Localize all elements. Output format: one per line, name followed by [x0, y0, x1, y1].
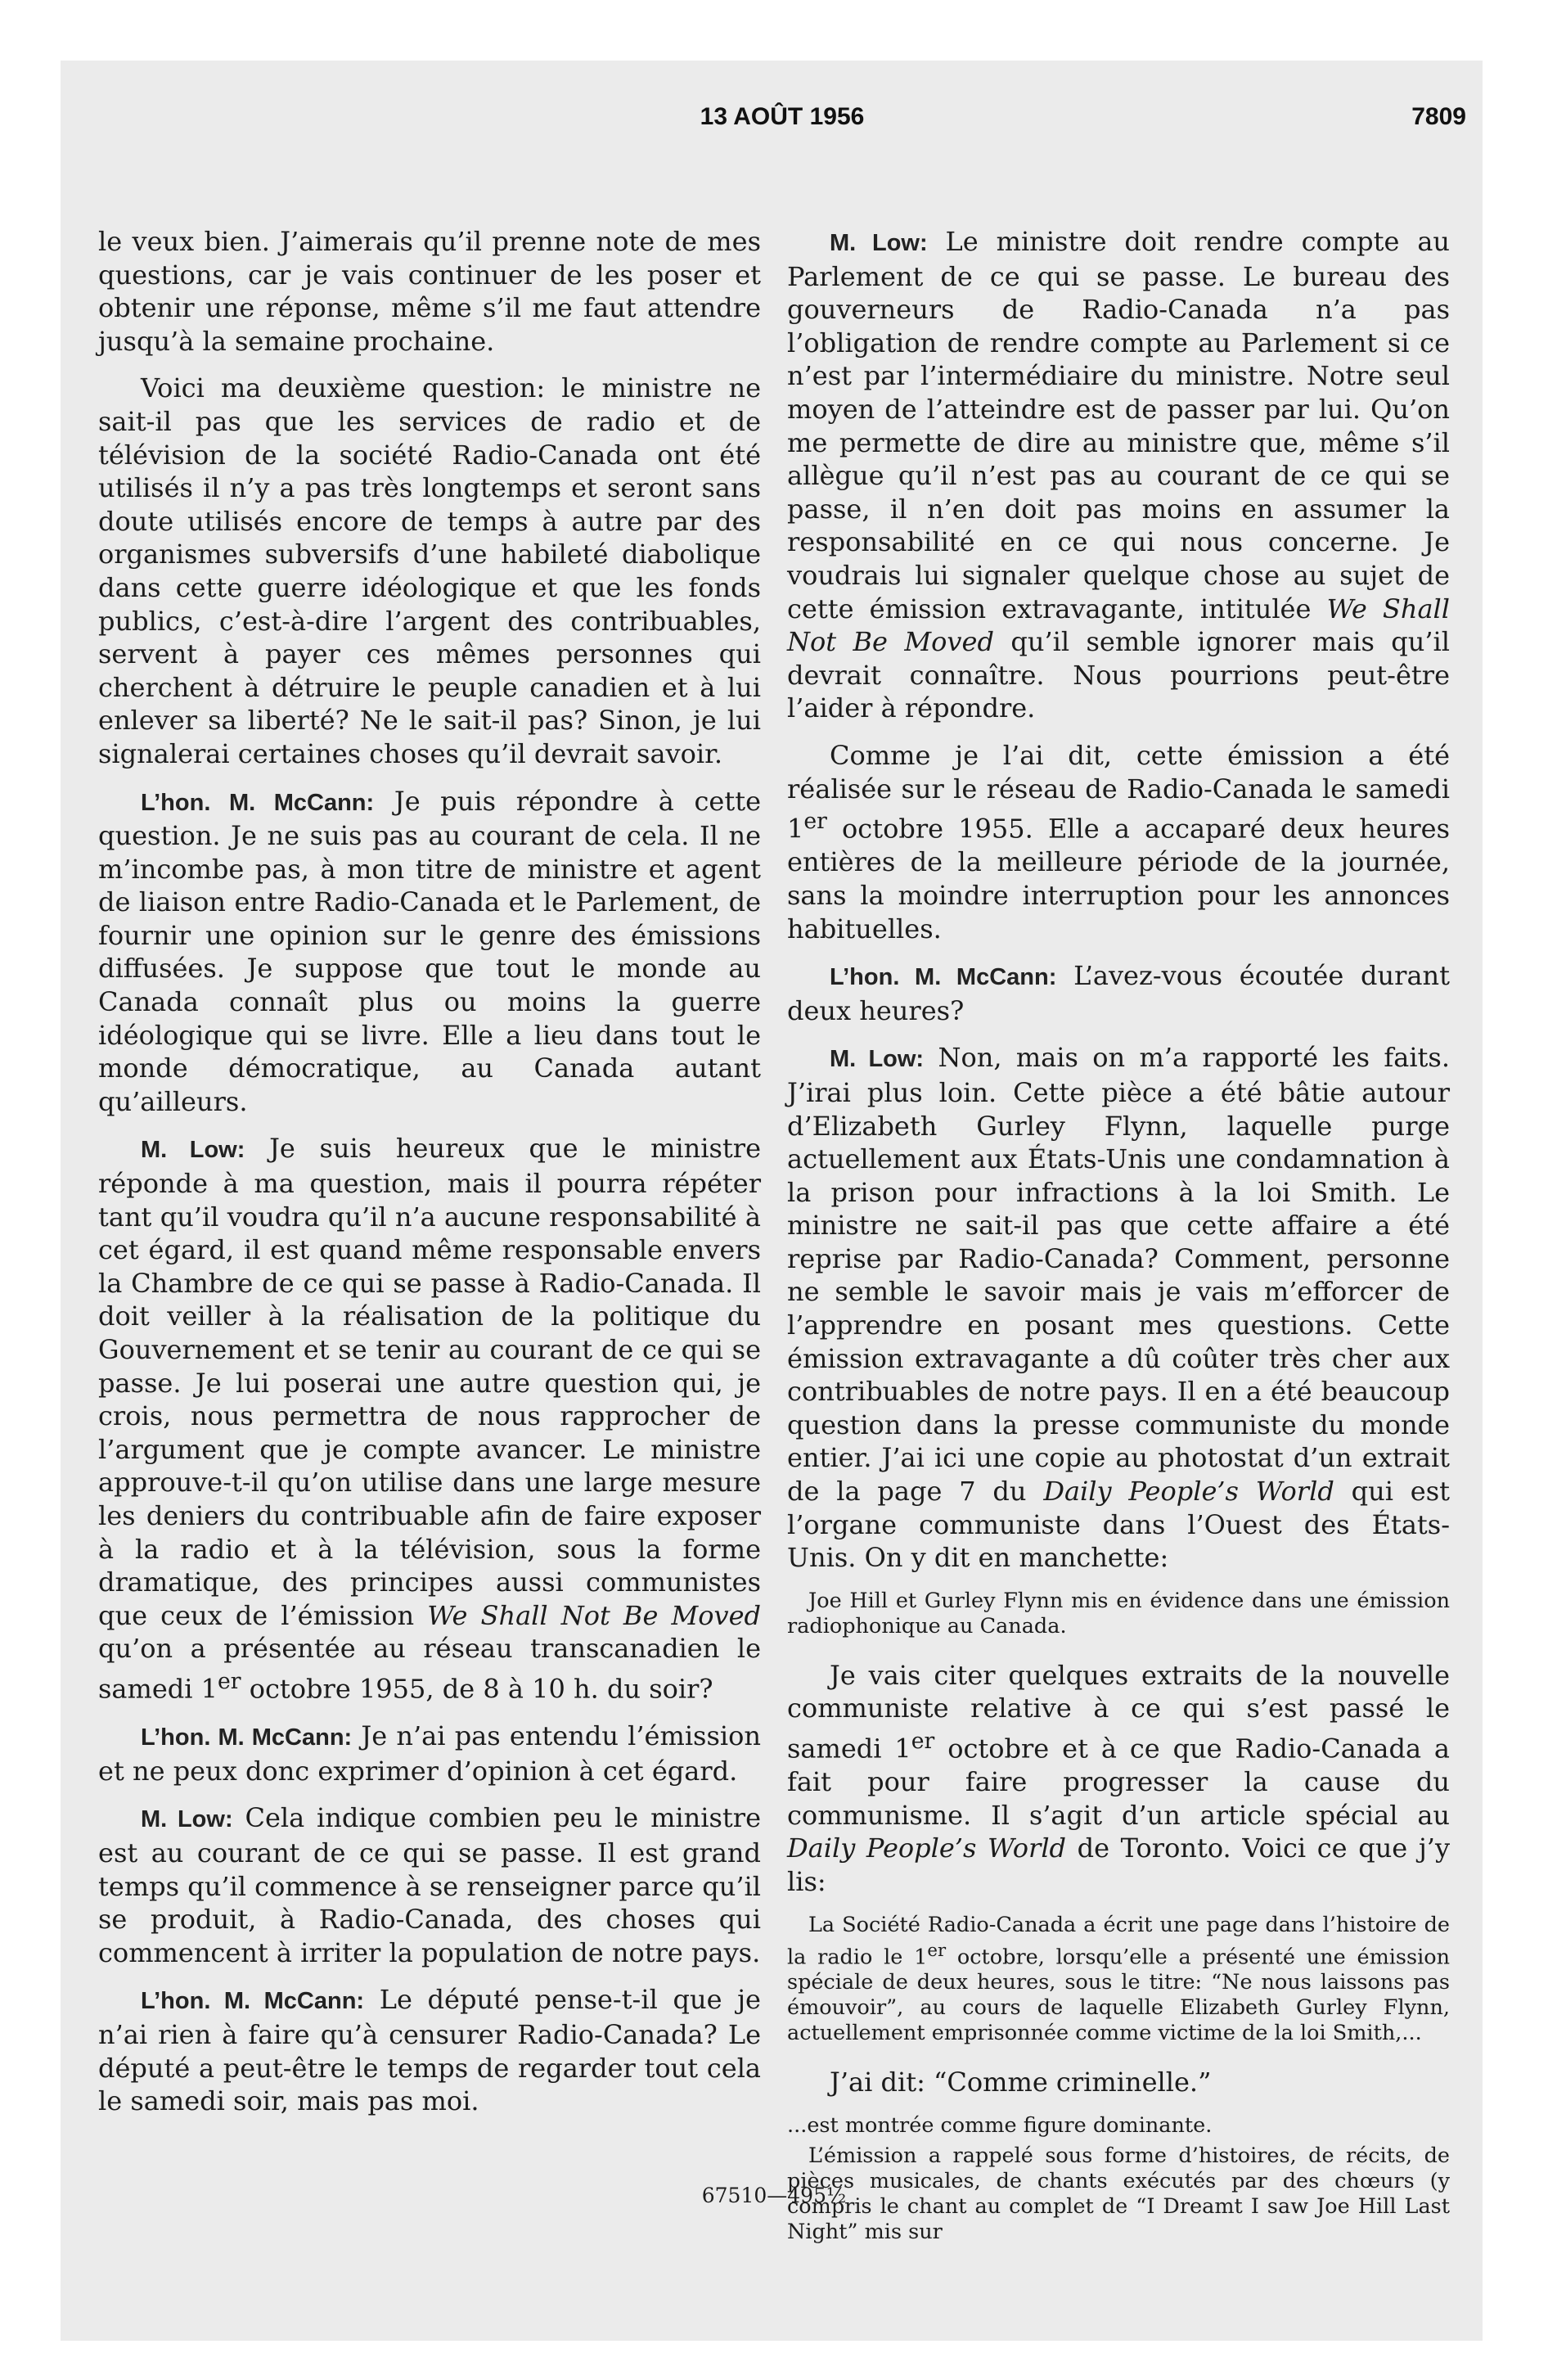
page-header — [98, 103, 1466, 144]
speech-text: qui est l’organe communiste dans l’Ouest des États-Unis. On y dit en manchette: — [787, 1476, 1450, 1574]
ordinal-suffix: er — [218, 1668, 241, 1694]
left-column — [98, 225, 761, 2124]
speech-text: L’avez-vous écoutée durant deux heures? — [787, 960, 1450, 1026]
speaker-name: M. Low: — [830, 1046, 925, 1073]
header-date: 13 AOÛT 1956 — [700, 103, 865, 130]
paragraph — [98, 1801, 761, 1969]
speaker-name: L’hon. M. McCann: — [141, 1988, 365, 2015]
paragraph — [787, 1659, 1450, 1899]
block-quote: L’émission a rappelé sous forme d’histoires, de récits, de pièces musicales, de chants exécutés par des chœurs (y compris le chant au complet de “I Dreamt I saw Joe Hill Last Night” mis sur — [787, 2143, 1450, 2244]
speaker-name: M. Low: — [141, 1806, 233, 1833]
speech-text: Je vais citer quelques extraits de la nouvelle communiste relative à ce qui s’est passé le samedi — [787, 1659, 1450, 1765]
speech-text: de Toronto. Voici ce que j’y lis: — [787, 1832, 1451, 1898]
page-footer-reference: 67510—495½ — [701, 2184, 847, 2207]
speech-text: octobre et à ce que Radio-Canada a fait pour faire progresser la cause du communisme. Il s’agit d’un article spécial au — [787, 1733, 1451, 1831]
speech-text: octobre 1955. Elle a accaparé deux heures entières de la meilleure période de la journée, sans la moindre interruption pour les annonces habituelles. — [787, 813, 1451, 944]
block-quote — [787, 1913, 1450, 2047]
ordinal: 1 — [914, 1945, 928, 1970]
paragraph: Voici ma deuxième question: le ministre ne sait-il pas que les services de radio et de télévision de la société Radio-Canada ont été utilisés il n’y a pas très longtemps et seront sans doute utilisés encore de temps à autre par des organismes subversifs d’une habileté diabolique dans cette guerre idéologique et que les fonds publics, c’est-à-dire l’argent des contribuables, servent à payer ces mêmes personnes qui cherchent à détruire le peuple canadien et à lui enlever sa liberté? Ne le sait-il pas? Sinon, je lui signalerai certaines choses qu’il devrait savoir. — [98, 372, 761, 769]
speech-text: Cela indique combien peu le ministre est au courant de ce qui se passe. Il est grand temps qu’il commence à se renseigner parce qu’il se produit, à Radio-Canada, des choses qui commencent à irriter la population de notre pays. — [98, 1802, 762, 1968]
ordinal-suffix: er — [803, 809, 827, 835]
speech-text: Je puis répondre à cette question. Je ne suis pas au courant de cela. Il ne m’incombe pas, à mon titre de ministre et agent de liaison entre Radio-Canada et le Parlement, de fournir une opinion sur le genre des émissions diffusées. Je suppose que tout le monde au Canada connaît plus ou moins la guerre idéologique qui se livre. Elle a lieu dans tout le monde démocratique, au Canada autant qu’ailleurs. — [98, 785, 762, 1117]
program-title: We Shall Not Be Moved — [427, 1599, 761, 1631]
speaker-name: L’hon. M. McCann: — [141, 789, 375, 816]
ordinal-suffix: er — [927, 1940, 947, 1961]
speech-text: Le ministre doit rendre compte au Parlement de ce qui se passe. Le bureau des gouverneurs de Radio-Canada n’a pas l’obligation de rendre compte au Parlement si ce n’est par l’intermédiaire du ministre. Notre seul moyen de l’atteindre est de passer par lui. Qu’on me permette de dire au ministre que, même s’il allègue qu’il n’est pas au courant de ce qui se passe, il n’en doit pas moins en assumer la responsabilité en ce qui nous concerne. Je voudrais lui signaler quelque chose au sujet de cette émission extravagante, intitulée — [787, 226, 1451, 624]
block-quote: ...est montrée comme figure dominante. — [787, 2112, 1213, 2138]
quote-text: La Société Radio-Canada a écrit une page dans l’histoire de la radio le — [787, 1912, 1450, 1970]
speech-text: Non, mais on m’a rapporté les faits. J’irai plus loin. Cette pièce a été bâtie autour d’Elizabeth Gurley Flynn, laquelle purge actuellement aux États-Unis une condamnation à la prison pour infractions à la loi Smith. Le ministre ne sait-il pas que cette affaire a été reprise par Radio-Canada? Comment, personne ne semble le savoir mais je vais m’efforcer de l’apprendre en posant mes questions. Cette émission extravagante a dû coûter très cher aux contribuables de notre pays. Il en a été beaucoup question dans la presse communiste du monde entier. J’ai ici une copie au photostat d’un extrait de la page 7 du — [787, 1042, 1450, 1508]
header-page-number: 7809 — [1411, 103, 1466, 130]
ordinal: 1 — [894, 1733, 911, 1765]
paragraph — [787, 225, 1450, 725]
block-quote: Joe Hill et Gurley Flynn mis en évidence dans une émission radiophonique au Canada. — [787, 1588, 1450, 1639]
ordinal-suffix: er — [911, 1729, 935, 1754]
speech-text: Le député pense-t-il que je n’ai rien à faire qu’à censurer Radio-Canada? Le député a peut-être le temps de regarder tout cela le samedi soir, mais pas moi. — [98, 1984, 761, 2117]
speaker-name: L’hon. M. McCann: — [141, 1724, 353, 1751]
paragraph — [98, 1983, 761, 2117]
speech-text: qu’on a présentée au réseau transcanadien le samedi — [98, 1633, 761, 1705]
paragraph — [98, 1132, 761, 1706]
program-title: We Shall Not Be Moved — [787, 593, 1451, 658]
speech-text: Je n’ai pas entendu l’émission et ne peux donc exprimer d’opinion à cet égard. — [98, 1720, 761, 1787]
newspaper-title: Daily People’s World — [1043, 1476, 1334, 1508]
quote-text: octobre, lorsqu’elle a présenté une émission spéciale de deux heures, sous le titre: “Ne nous laissons pas émouvoir”, au cours de laquelle Elizabeth Gurley Flynn, actuellement emprisonnée comme victime de la loi Smith,... — [787, 1945, 1451, 2046]
speech-text: Comme je l’ai dit, cette émission a été réalisée sur le réseau de Radio-Canada le samedi — [787, 739, 1450, 805]
speech-text: Je suis heureux que le ministre réponde à ma question, mais il pourra répéter tant qu’il voudra qu’il n’a aucune responsabilité à cet égard, il est quand même responsable envers la Chambre de ce qui se passe à Radio-Canada. Il doit veiller à la réalisation de la politique du Gouvernement et se tenir au courant de ce qui se passe. Je lui poserai une autre question qui, je crois, nous permettra de nous rapprocher de l’argument que je compte avancer. Le ministre approuve-t-il qu’on utilise dans une large mesure les deniers du contribuable afin de faire exposer à la radio et à la télévision, sous la forme dramatique, des principes aussi communistes que ceux de l’émission — [98, 1133, 762, 1631]
paragraph: J’ai dit: “Comme criminelle.” — [830, 2067, 1212, 2098]
ordinal: 1 — [200, 1673, 218, 1705]
speaker-name: M. Low: — [141, 1137, 245, 1164]
paragraph — [787, 959, 1450, 1027]
paragraph — [98, 785, 761, 1119]
speech-text: qu’il semble ignorer mais qu’il devrait connaître. Nous pourrions peut-être l’aider à répondre. — [787, 626, 1451, 724]
paragraph — [98, 1720, 761, 1787]
speaker-name: L’hon. M. McCann: — [830, 964, 1057, 991]
paragraph: le veux bien. J’aimerais qu’il prenne note de mes questions, car je vais continuer de les poser et obtenir une réponse, même s’il me faut attendre jusqu’à la semaine prochaine. — [98, 226, 761, 357]
newspaper-title: Daily People’s World — [787, 1832, 1067, 1864]
ordinal: 1 — [787, 813, 804, 845]
paragraph — [787, 739, 1450, 945]
paragraph — [787, 1041, 1450, 1575]
right-column — [787, 225, 1451, 2244]
speaker-name: M. Low: — [830, 230, 928, 256]
speech-text: octobre 1955, de 8 à 10 h. du soir? — [249, 1673, 713, 1705]
